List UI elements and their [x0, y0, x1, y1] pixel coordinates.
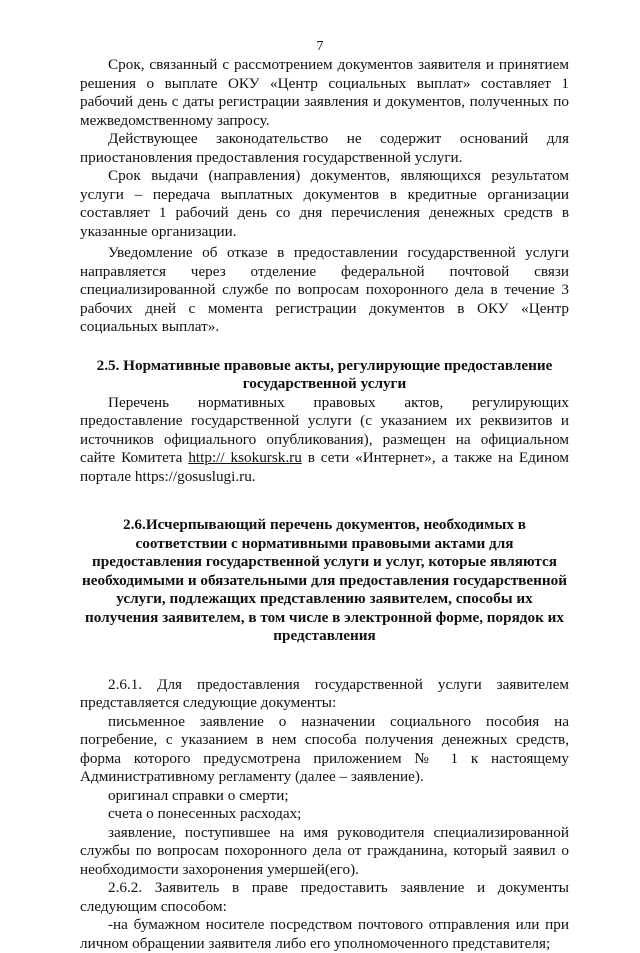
- paragraph-2-6-2: 2.6.2. Заявитель в праве предоставить заявление и документы следующим способом:: [80, 879, 569, 915]
- paragraph-2-6-1: 2.6.1. Для предоставления государственной услуги заявителем представляется следующие документы:: [80, 675, 569, 711]
- list-item-service-application: заявление, поступившее на имя руководителя специализированной службы по вопросам похоронного дела от гражданина, который заявил о необходимости захоронения умершей(его).: [80, 823, 569, 878]
- list-item-expense-bills: счета о понесенных расходах;: [108, 805, 302, 822]
- paragraph-issue-term: Срок выдачи (направления) документов, являющихся результатом услуги – передача выплатных документов в кредитные организации составляет 1 рабочий день со дня перечисления денежных средств в указанные организации.: [80, 167, 569, 240]
- paragraph-legal-acts: [80, 394, 569, 487]
- paragraph-review-term: Срок, связанный с рассмотрением документов заявителя и принятием решения о выплате ОКУ «Центр социальных выплат» составляет 1 рабочий день с даты регистрации заявления и документов, полученных по межведомственному запросу.: [80, 56, 569, 129]
- list-item-paper-method: -на бумажном носителе посредством почтового отправления или при личном обращении заявителя либо его уполномоченного представителя;: [80, 916, 569, 952]
- legal-acts-text-end: в сети «Интернет», а также на Едином портале https://gosuslugi.ru.: [80, 449, 570, 485]
- section-heading-2-5: 2.5. Нормативные правовые акты, регулирующие предоставление государственной услуги: [96, 356, 553, 392]
- ksokursk-link[interactable]: http:// ksokursk.ru: [188, 449, 302, 466]
- list-item-death-certificate: оригинал справки о смерти;: [108, 786, 289, 804]
- list-item-application: письменное заявление о назначении социального пособия на погребение, с указанием в нем способа получения денежных средств, форма которого предусмотрена приложением № 1 к настоящему Административному регламенту (далее – заявление).: [80, 712, 569, 785]
- paragraph-refusal-notice: Уведомление об отказе в предоставлении государственной услуги направляется через отделение федеральной почтовой связи специализированной службе по вопросам похоронного дела в течение 3 рабочих дней с момента регистрации документов в ОКУ «Центр социальных выплат».: [80, 244, 569, 335]
- document-body: [80, 56, 569, 953]
- paragraph-no-suspension: Действующее законодательство не содержит оснований для приостановления предоставления государственной услуги.: [80, 130, 569, 166]
- section-heading-2-6: 2.6.Исчерпывающий перечень документов, необходимых в соответствии с нормативными правовыми актами для предоставления государственной услуги и услуг, которые являются необходимыми и обязательными для предоставления государственной услуги, подлежащих представлению заявителем, способы их получения заявителем, в том числе в электронной форме, порядок их представления: [82, 516, 567, 644]
- page-number: 7: [316, 39, 324, 54]
- legal-acts-text-start: Перечень нормативных правовых актов, регулирующих предоставление государственной услуги (с указанием их реквизитов и источников официального опубликования), размещен на официальном сайте Комитета: [80, 393, 569, 466]
